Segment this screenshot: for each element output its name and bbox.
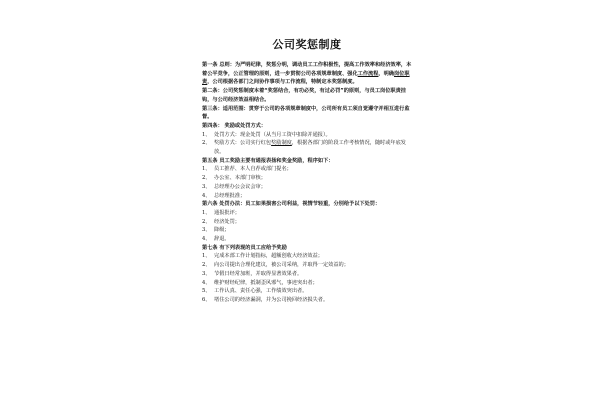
document-content <box>202 36 412 305</box>
list-item-text: 总经理批准； <box>214 192 246 199</box>
list-item-number: 1、 <box>202 209 211 216</box>
article-2: 第二条：公司奖惩制度本着“奖惩结合，有功必奖，有过必罚”的原则，与员工岗位职责挂钩，与公司经济效益相结合。 <box>202 88 406 103</box>
list-item-number: 1、 <box>202 166 211 173</box>
list-item-text: 降级； <box>214 227 230 234</box>
list-item-number: 3、 <box>202 227 211 234</box>
list-item <box>202 183 412 192</box>
article-4-heading: 第四条： 奖励或处罚方式： <box>202 122 267 129</box>
article-1-text-c: ，公司根据各部门之间协作事项与工作流程，特制定本奖惩制度。 <box>207 79 358 86</box>
list-item <box>202 218 412 227</box>
list-item-text: 完成本部工作计划指标，超额创收大经济效益； <box>214 253 323 260</box>
list-item-text: 总经理办公会议会审； <box>214 183 266 190</box>
list-item <box>202 261 412 270</box>
list-item <box>202 287 412 296</box>
list-item-text: 维护财经纪律，抵制歪风邪气，事迹突出者； <box>214 279 318 286</box>
article-7-heading: 第七条 有下列表现的员工应给予奖励 <box>202 244 287 251</box>
list-item-text: 经济处罚； <box>214 218 240 225</box>
list-item <box>202 252 412 261</box>
list-item-number: 2、 <box>202 218 211 225</box>
list-item <box>202 235 412 244</box>
list-item-text: 处罚方式：现金处罚（从当月工资中扣除并通报）。 <box>214 131 331 138</box>
list-item-number: 4、 <box>202 192 211 199</box>
list-item <box>202 139 412 156</box>
article-6-list <box>202 209 412 244</box>
article-7-list <box>202 252 412 304</box>
list-item-number: 1、 <box>202 131 211 138</box>
list-item-number: 3、 <box>202 183 211 190</box>
list-item <box>202 174 412 183</box>
list-item-text: 向公司提出合理化建议，被公司采纳，并取得一定效益的； <box>214 262 349 269</box>
list-item <box>202 279 412 288</box>
list-item-text: 堵住公司的经济漏洞，并为公司挽回经济损失者。 <box>214 296 329 303</box>
article-3: 第三条：适用范围：贯穿于公司的各项规章制度中，公司所有员工须自觉遵守并相互进行监督。 <box>202 105 410 121</box>
list-item-text: 办公室、本部门审核； <box>214 175 266 182</box>
workflow-link[interactable]: 工作流程 <box>357 70 379 77</box>
list-item-text: 员工推荐、本人自荐或部门提名； <box>214 166 292 173</box>
article-1 <box>202 61 412 87</box>
list-item-number: 4、 <box>202 279 211 286</box>
list-item <box>202 296 412 305</box>
job-duty-link[interactable]: 岗位职责 <box>202 70 410 86</box>
list-item-number: 6、 <box>202 296 211 303</box>
list-item <box>202 209 412 218</box>
article-1-text-a: 第一条 总则：为严明纪律，奖惩分明，调动员工工作积极性，提高工作效率和经济效率，本着公平竞争，公正管理的原则，进一步贯彻公司各项规章制度、强化 <box>202 62 412 77</box>
list-item-number: 3、 <box>202 270 211 277</box>
list-item-number: 2、 <box>202 140 211 147</box>
list-item <box>202 270 412 279</box>
list-item-number: 1、 <box>202 253 211 260</box>
list-item <box>202 226 412 235</box>
list-item-number: 2、 <box>202 262 211 269</box>
list-item-text: 通报批评； <box>214 209 240 216</box>
reward-text-a: 奖励方式：公司实行红包 <box>214 140 272 147</box>
list-item-number: 2、 <box>202 175 211 182</box>
list-item <box>202 165 412 174</box>
list-item <box>202 192 412 201</box>
article-5-heading: 第五条 员工奖励主要有通报表扬和奖金奖励，程序如下： <box>202 157 334 164</box>
list-item-text: 节假日经常加班，并取得显著效果者。 <box>214 270 303 277</box>
reward-text-b: ，根据各部门的阶段工作考核情况，随时或年底发放。 <box>214 140 406 156</box>
reward-system-link[interactable]: 奖励制度 <box>271 140 292 147</box>
article-5-list <box>202 165 412 200</box>
list-item-text: 工作认真、责任心强，工作绩效突出者。 <box>214 288 308 295</box>
list-item <box>202 131 412 140</box>
article-1-text-b: ，明确 <box>378 70 394 77</box>
list-item-text <box>214 139 412 156</box>
list-item-text: 辞退。 <box>214 236 230 243</box>
document-title: 公司奖惩制度 <box>272 38 342 51</box>
article-4-list <box>202 131 412 157</box>
article-6-heading: 第六条 处罚办法：员工如果损害公司利益，视情节轻重，分别给予以下处罚： <box>202 201 381 208</box>
list-item-number: 4、 <box>202 236 211 243</box>
list-item-number: 5、 <box>202 288 211 295</box>
